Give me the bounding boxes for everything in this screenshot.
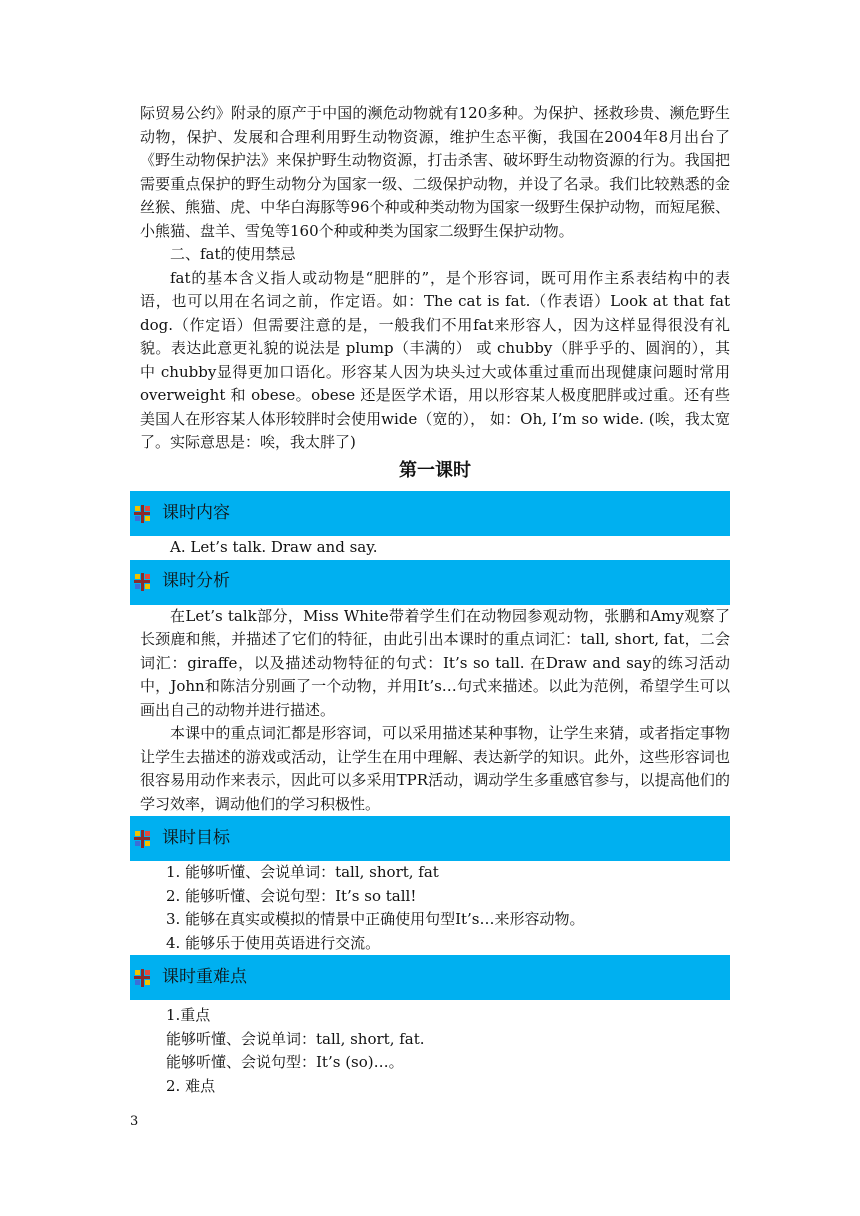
section-heading-key-points: 课时重难点 — [162, 966, 247, 987]
section-heading-content: 课时内容 — [162, 502, 230, 523]
section-band-analysis — [130, 560, 730, 605]
paragraph-wildlife-law: 际贸易公约》附录的原产于中国的濒危动物就有120多种。为保护、拯救珍贵、濒危野生动物，保护、发展和合理利用野生动物资源，维护生态平衡，我国在2004年8月出台了《野生动物保护法》来保护野生动物资源，打击杀害、破坏野生动物资源的行为。我国把需要重点保护的野生动物分为国家一级、二级保护动物，并设了名录。我们比较熟悉的金丝猴、熊猫、虎、中华白海豚等96个种或种类动物为国家一级野生保护动物，而短尾猴、小熊猫、盘羊、雪兔等160个种或种类为国家二级野生保护动物。 — [140, 104, 730, 240]
bullet-flag-icon — [132, 572, 152, 592]
section-heading-analysis: 课时分析 — [162, 571, 230, 592]
section-band-key-points — [130, 955, 730, 1000]
page-number: 3 — [130, 1114, 139, 1129]
analysis-paragraph-2: 本课中的重点词汇都是形容词，可以采用描述某种事物，让学生来猜，或者指定事物让学生去描述的游戏或活动，让学生在用中理解、表达新学的知识。此外，这些形容词也很容易用动作来表示，因此可以多采用TPR活动，调动学生多重感官参与，以提高他们的学习效率，调动他们的学习积极性。 — [140, 724, 730, 813]
bullet-flag-icon — [132, 968, 152, 988]
paragraph-fat-usage: fat的基本含义指人或动物是“肥胖的”，是个形容词，既可用作主系表结构中的表语，也可以用在名词之前，作定语。如：The cat is fat.（作表语）Look at that fat dog.（作定语）但需要注意的是，一般我们不用fat来形容人，因为这样显得很没有礼貌。表达此意更礼貌的说法是 plump（丰满的） 或 chubby（胖乎乎的、圆润的），其中 chubby显得更加口语化。形容某人因为块头过大或体重过重而出现健康问题时常用 overweight 和 obese。obese 还是医学术语，用以形容某人极度肥胖或过重。还有些美国人在形容某人体形较胖时会使用wide（宽的）， 如：Oh, I’m so wide. (唉，我太宽了。实际意思是：唉，我太胖了) — [140, 268, 730, 451]
key-point-line: 能够听懂、会说单词：tall, short, fat. — [166, 1029, 425, 1048]
bullet-flag-icon — [132, 829, 152, 849]
section-heading-goals: 课时目标 — [162, 827, 230, 848]
goal-item: 3. 能够在真实或模拟的情景中正确使用句型It’s…来形容动物。 — [166, 910, 585, 928]
key-point-line: 1.重点 — [166, 1006, 211, 1024]
content-text: A. Let’s talk. Draw and say. — [170, 538, 378, 556]
subheading-fat-usage: 二、fat的使用禁忌 — [170, 245, 296, 263]
bullet-flag-icon — [132, 504, 152, 524]
page-content — [140, 102, 730, 1098]
goal-item: 2. 能够听懂、会说句型：It’s so tall! — [166, 886, 417, 905]
lesson-title: 第一课时 — [399, 459, 471, 481]
section-band-content — [130, 491, 730, 536]
key-point-line: 能够听懂、会说句型：It’s (so)…。 — [166, 1053, 404, 1071]
goal-item: 4. 能够乐于使用英语进行交流。 — [166, 933, 381, 952]
analysis-paragraph-1: 在Let’s talk部分，Miss White带着学生们在动物园参观动物，张鹏和Amy观察了长颈鹿和熊，并描述了它们的特征，由此引出本课时的重点词汇：tall, short, fat，二会词汇：giraffe，以及描述动物特征的句式：It’s so tall. 在Draw and say的练习活动中，John和陈洁分别画了一个动物，并用It’s…句式来描述。以此为范例，希望学生可以画出自己的动物并进行描述。 — [140, 606, 730, 719]
section-band-goals — [130, 816, 730, 861]
key-point-line: 2. 难点 — [166, 1076, 216, 1095]
goal-item: 1. 能够听懂、会说单词：tall, short, fat — [166, 863, 439, 881]
